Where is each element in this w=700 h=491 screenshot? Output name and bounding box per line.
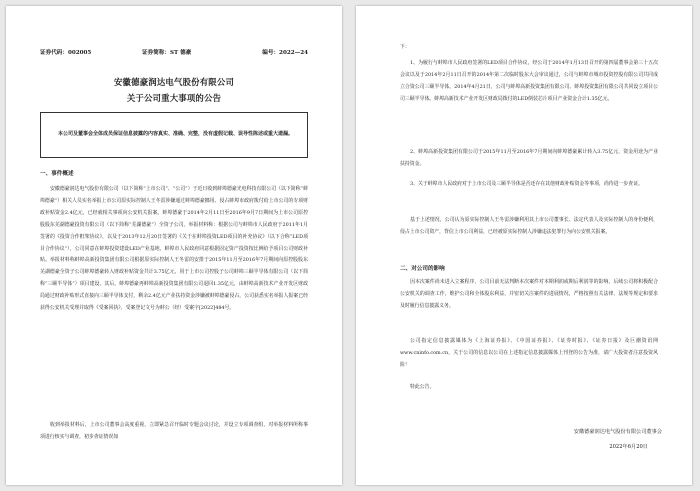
announcement-header xyxy=(40,48,308,58)
impact-paragraph: 因本次案件尚未进入立案程序，公司目前无法判断本次案件对本期利润或期后利润等的影响。后续公司将积极配合公安机关的调查工作，维护公司和全体股东利益，并密切关注案件的进展情况，严格按照有关法律、法规等规定和要求及时履行信息披露义务。 xyxy=(400,279,658,309)
overview-paragraph: 安徽德豪润达电气股份有限公司（以下简称“上市公司”、“公司”）于近日收到蚌埠德豪光电科技有限公司（以下简称“蚌埠德豪”）相关人员实名举报上市公司原实际控制人王冬雷涉嫌通过蚌埠德豪挪用、侵占蚌埠市政府拨付给上市公司的专项财政补贴资金2.4亿元，已经就相关事项向公安机关报案。蚌埠德豪于2014年2月11日至2016年9月7日期间为上市公司原控股股东芜湖德豪投资有限公司（以下简称“芜湖德豪”）全资子公司。举报材料称：根据公司与蚌埠市人民政府于2011年1月签署的《投资合作框架协议》，以及于2013年12月20日签署的《关于在蚌埠投资LED项目的补充协议》（以下合称“LED项目合作协议”），公司同意在蚌埠投资建设LED产业基地，蚌埠市人民政府同意根据固定资产投资按比例给予项目公司财政补贴。举报材料称蚌埠高新投资集团有限公司根据原实际控制人王冬雷的安排于2015年11月至2016年7月期间向原控股股东芜湖德豪全资子公司蚌埠德豪转入财政补贴资金共计3.75亿元，用于上市公司控股子公司蚌埠三颐半导体有限公司（以下简称“三颐半导体”）项目建设，其后，蚌埠德豪再蚌埠高新投资集团有限公司退回1.35亿元，由蚌埠高新技术产业开发区财政局通过财政补贴形式直接向三颐半导体支付，剩余2.4亿元产业扶持资金涉嫌被蚌埠德豪侵占，公司获悉实名举报人报案已经获得公安机关受理并取得《受案回执》，受案登记文号为蚌公（经）受案字[2022]484号。 xyxy=(40,186,308,312)
disclaimer-text: 本公司及董事会全体成员保证信息披露的内容真实、准确、完整，没有虚假记载、误导性陈述或重大遗漏。 xyxy=(58,131,294,137)
announcement-number: 编号：2022—24 xyxy=(262,50,308,56)
signature-line: 安徽德豪润达电气股份有限公司董事会 xyxy=(573,429,662,435)
finding-item-3: 3、关于蚌埠市人民政府对于上市公司及三颐半导体是否还存在其他财政补贴资金等事项，尚待进一步查证。 xyxy=(410,181,643,187)
continuation-text: 下： xyxy=(400,44,410,50)
closing-text: 特此公告。 xyxy=(410,384,435,390)
announcement-title: 关于公司重大事项的公告 xyxy=(126,93,222,103)
stock-code: 证券代码：002005 xyxy=(40,50,92,56)
disclaimer-box xyxy=(40,112,308,158)
stock-abbreviation: 证券简称：ST 德豪 xyxy=(142,50,192,56)
response-paragraph: 收到举报材料后，上市公司董事会高度重视，立即紧急召开临时专题会议讨论，并设立专项调查组，对举报材料所称事项进行核实与调查，初步查证情况如 xyxy=(40,422,308,440)
section-heading-impact: 二、对公司的影响 xyxy=(400,266,445,272)
finding-item-2: 2、蚌埠高新投资集团有限公司于2015年11月至2016年7月期间向蚌埠德豪累计转入3.75亿元，资金用途为产业扶持资金。 xyxy=(400,149,658,167)
document-page-2 xyxy=(356,6,692,485)
document-page-1 xyxy=(6,6,342,485)
announcement-date: 2022年6月20日 xyxy=(609,444,648,450)
media-paragraph: 公司指定信息披露媒体为《上海证券报》、《中国证券报》、《证券时报》、《证券日报》及巨潮资讯网www.cninfo.com.cn，关于公司的信息以公司在上述指定信息披露媒体上刊登的公告为准，请广大投资者注意投资风险！ xyxy=(400,338,658,368)
company-name: 安徽德豪润达电气股份有限公司 xyxy=(113,77,235,87)
basis-paragraph: 基于上述情况，公司认为原实际控制人王冬雷涉嫌利用其上市公司董事长、法定代表人及实际控制人的身份便利，侵占上市公司资产，背信上市公司利益，已经被原实际控制人涉嫌违法犯罪行为向公安机关报案。 xyxy=(400,217,658,235)
section-heading-overview: 一、事件概述 xyxy=(40,171,74,177)
finding-item-1: 1、为履行与蚌埠市人民政府签署的LED项目合作协议，经公司于2014年1月13日召开的第四届董事会第三十五次会议以及于2014年2月11日召开的2014年第二次临时股东大会审议通过，公司与蚌埠市城市投资控股有限公司共同成立合资公司三颐半导体。2014年4月21日，公司与蚌埠高新投资集团有限公司、蚌埠投资集团有限公司共同设立项目公司三颐半导体。蚌埠高新技术产业开发区财政局拨付的LED倒装芯片项目产业资金合计1.35亿元。 xyxy=(400,60,658,102)
